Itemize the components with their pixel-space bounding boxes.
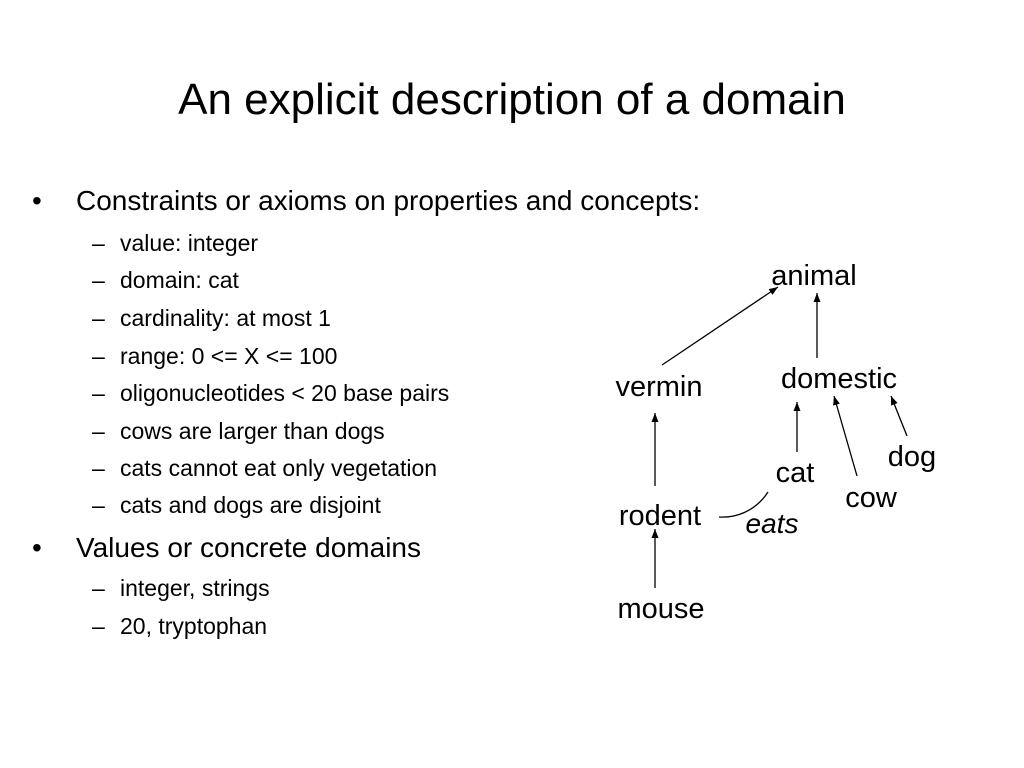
- bullet-marker: •: [32, 185, 42, 216]
- arrow-vermin-to-animal: [662, 287, 778, 365]
- arrow-dog-to-domestic: [891, 396, 907, 436]
- dash-marker: –: [92, 230, 105, 256]
- slide-title: An explicit description of a domain: [178, 75, 846, 124]
- subitem-text: cows are larger than dogs: [120, 418, 385, 444]
- node-mouse: mouse: [617, 593, 705, 625]
- bullet-marker: •: [32, 532, 42, 563]
- subitem-text: cats and dogs are disjoint: [120, 492, 381, 518]
- node-cow: cow: [845, 482, 897, 514]
- dash-marker: –: [92, 492, 105, 518]
- relation-label-eats: eats: [745, 508, 799, 539]
- subitem-text: cats cannot eat only vegetation: [120, 455, 438, 481]
- dash-marker: –: [92, 613, 105, 639]
- subitem-text: oligonucleotides < 20 base pairs: [120, 380, 450, 406]
- subitem-text: domain: cat: [120, 267, 239, 293]
- dash-marker: –: [92, 380, 105, 406]
- node-vermin: vermin: [615, 371, 703, 403]
- dash-marker: –: [92, 455, 105, 481]
- bullet-text: Values or concrete domains: [76, 532, 421, 563]
- node-domestic: domestic: [780, 363, 898, 395]
- dash-marker: –: [92, 305, 105, 331]
- subitem-text: integer, strings: [120, 575, 270, 601]
- node-rodent: rodent: [618, 500, 702, 532]
- subitem-text: 20, tryptophan: [120, 613, 268, 639]
- node-cat: cat: [775, 457, 815, 489]
- node-dog: dog: [887, 441, 937, 473]
- dash-marker: –: [92, 418, 105, 444]
- subitem-text: value: integer: [120, 230, 259, 256]
- arrow-cow-to-domestic: [834, 396, 857, 476]
- dash-marker: –: [92, 267, 105, 293]
- dash-marker: –: [92, 343, 105, 369]
- subitem-text: range: 0 <= X <= 100: [120, 343, 338, 369]
- subitem-text: cardinality: at most 1: [120, 305, 331, 331]
- dash-marker: –: [92, 575, 105, 601]
- bullet-text: Constraints or axioms on properties and concepts:: [76, 185, 701, 216]
- node-animal: animal: [771, 260, 857, 292]
